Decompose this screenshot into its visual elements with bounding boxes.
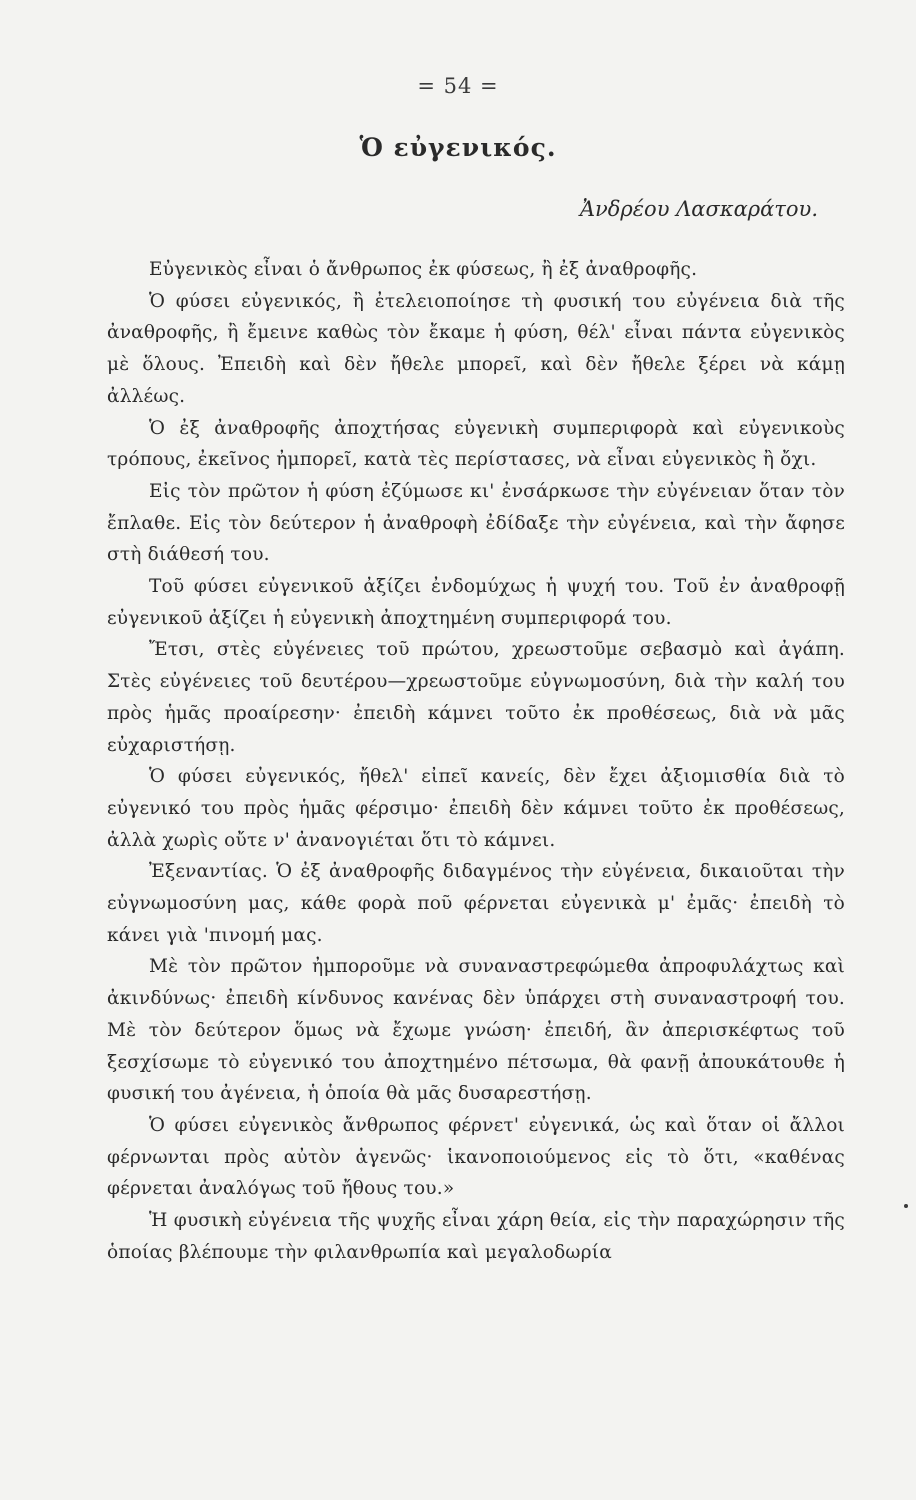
- essay-title: Ὁ εὐγενικός.: [359, 133, 557, 162]
- paragraph: Τοῦ φύσει εὐγενικοῦ ἀξίζει ἐνδομύχως ἡ ψυχή του. Τοῦ ἐν ἀναθροφῇ εὐγενικοῦ ἀξίζει ἡ εὐγενικὴ ἀποχτημένη συμπεριφορά του.: [107, 576, 845, 629]
- paragraph: Ἔτσι, στὲς εὐγένειες τοῦ πρώτου, χρεωστοῦμε σεβασμὸ καὶ ἀγάπη. Στὲς εὐγένειες τοῦ δευτέρου—χρεωστοῦμε εὐγνωμοσύνη, διὰ τὴν καλή του πρὸς ἡμᾶς προαίρεσην· ἐπειδὴ κάμνει τοῦτο ἐκ προθέσεως, διὰ νὰ μᾶς εὐχαριστήσῃ.: [107, 639, 845, 756]
- paragraph: Ἐξεναντίας. Ὁ ἐξ ἀναθροφῆς διδαγμένος τὴν εὐγένεια, δικαιοῦται τὴν εὐγνωμοσύνη μας, κάθε φορὰ ποῦ φέρνεται εὐγενικὰ μ' ἐμᾶς· ἐπειδὴ τὸ κάνει γιὰ 'πινομή μας.: [107, 861, 845, 946]
- paragraph: Μὲ τὸν πρῶτον ἠμποροῦμε νὰ συναναστρεφώμεθα ἀπροφυλάχτως καὶ ἀκινδύνως· ἐπειδὴ κίνδυνος κανένας δὲν ὑπάρχει στὴ συναναστροφή του. Μὲ τὸν δεύτερον ὅμως νὰ ἔχωμε γνώση· ἐπειδή, ἂν ἀπερισκέφτως τοῦ ξεσχίσωμε τὸ εὐγενικό του ἀποχτημένο πέτσωμα, θὰ φανῇ ἀπουκάτουθε ἡ φυσική του ἀγένεια, ἡ ὁποία θὰ μᾶς δυσαρεστήσῃ.: [107, 956, 845, 1105]
- paragraph: Ὁ φύσει εὐγενικός, ἤθελ' εἰπεῖ κανείς, δὲν ἔχει ἀξιομισθία διὰ τὸ εὐγενικό του πρὸς ἡμᾶς φέρσιμο· ἐπειδὴ δὲν κάμνει τοῦτο ἐκ προθέσεως, ἀλλὰ χωρὶς οὔτε ν' ἀνανογιέται ὅτι τὸ κάμνει.: [107, 766, 845, 851]
- paragraph: Εἰς τὸν πρῶτον ἡ φύση ἐζύμωσε κι' ἐνσάρκωσε τὴν εὐγένειαν ὅταν τὸν ἔπλαθε. Εἰς τὸν δεύτερον ἡ ἀναθροφὴ ἐδίδαξε τὴν εὐγένεια, καὶ τὴν ἄφησε στὴ διάθεσή του.: [107, 480, 845, 566]
- author-name: Ἀνδρέου Λασκαράτου.: [579, 197, 818, 221]
- essay-body: [107, 254, 845, 1269]
- paragraph: Ὁ ἐξ ἀναθροφῆς ἀποχτήσας εὐγενικὴ συμπεριφορὰ καὶ εὐγενικοὺς τρόπους, ἐκεῖνος ἠμπορεῖ, κατὰ τὲς περίστασες, νὰ εἶναι εὐγενικὸς ἢ ὄχι.: [107, 417, 845, 471]
- paragraph: Ὁ φύσει εὐγενικός, ἢ ἐτελειοποίησε τὴ φυσική του εὐγένεια διὰ τῆς ἀναθροφῆς, ἢ ἔμεινε καθὼς τὸν ἔκαμε ἡ φύση, θέλ' εἶναι πάντα εὐγενικὸς μὲ ὅλους. Ἐπειδὴ καὶ δὲν ἤθελε μπορεῖ, καὶ δὲν ἤθελε ξέρει νὰ κάμῃ ἀλλέως.: [107, 290, 845, 407]
- paragraph: Εὐγενικὸς εἶναι ὁ ἄνθρωπος ἐκ φύσεως, ἢ ἐξ ἀναθροφῆς.: [149, 259, 698, 280]
- scan-mark: [904, 1204, 908, 1208]
- paragraph: Ὁ φύσει εὐγενικὸς ἄνθρωπος φέρνετ' εὐγενικά, ὡς καὶ ὅταν οἱ ἄλλοι φέρνωνται πρὸς αὐτὸν ἀγενῶς· ἱκανοποιούμενος εἰς τὸ ὅτι, «καθένας φέρνεται ἀναλόγως τοῦ ἤθους του.»: [107, 1114, 845, 1200]
- page-number: = 54 =: [417, 74, 499, 98]
- paragraph: Ἡ φυσικὴ εὐγένεια τῆς ψυχῆς εἶναι χάρη θεία, εἰς τὴν παραχώρησιν τῆς ὁποίας βλέπουμε τὴν φιλανθρωπία καὶ μεγαλοδωρία: [107, 1210, 845, 1263]
